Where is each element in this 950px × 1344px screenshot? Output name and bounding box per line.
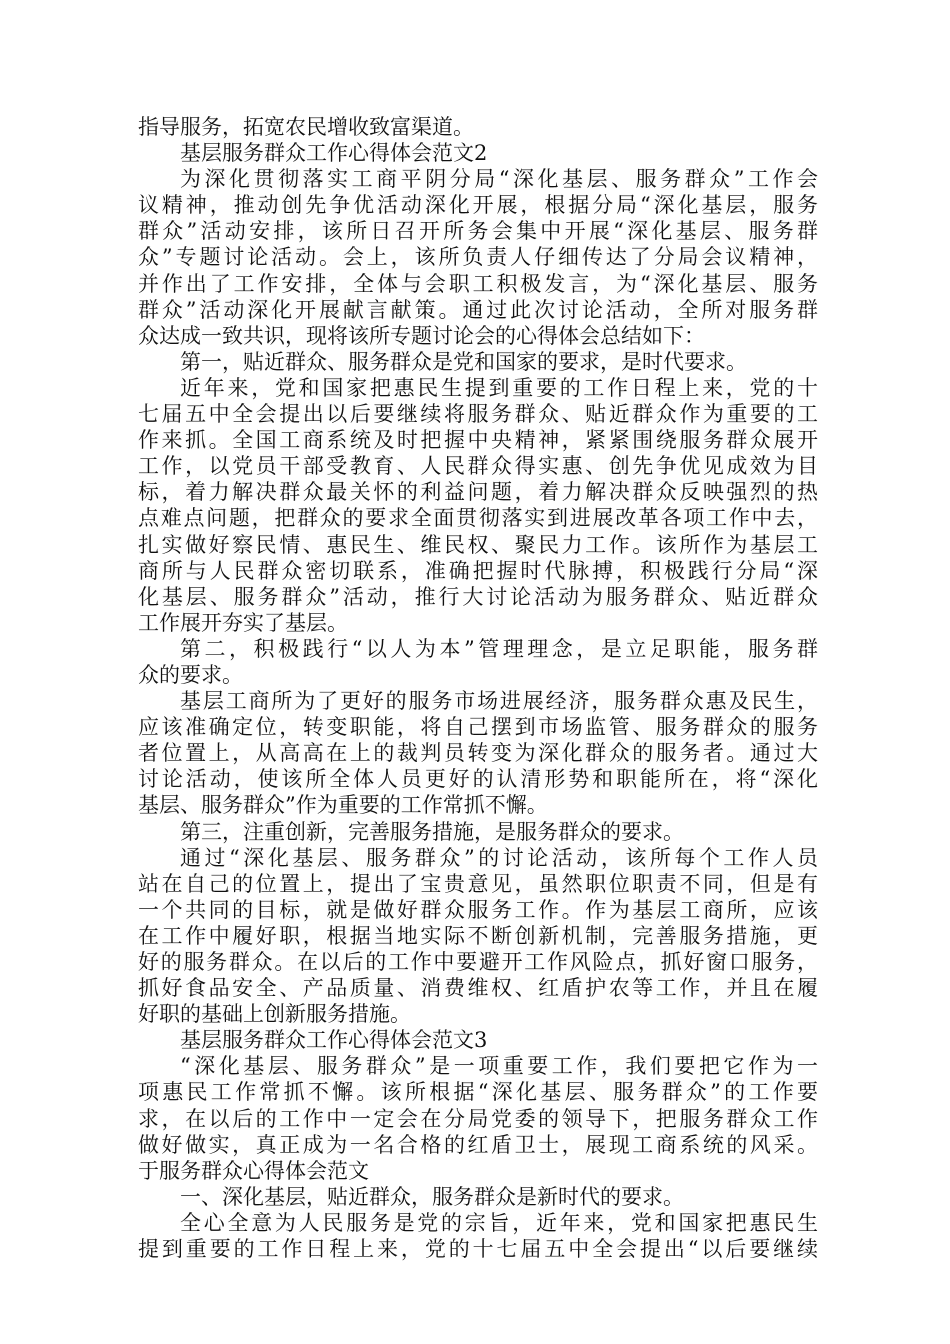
text-line: 点难点问题，把群众的要求全面贯彻落实到进展改革各项工作中去， [138,506,818,531]
text-line: 一、深化基层，贴近群众，服务群众是新时代的要求。 [180,1184,684,1209]
text-line: 作来抓。全国工商系统及时把握中央精神，紧紧围绕服务群众展开 [138,428,818,453]
text-line: 为深化贯彻落实工商平阴分局“深化基层、服务群众”工作会 [180,167,818,192]
text-line: 讨论活动，使该所全体人员更好的认清形势和职能所在，将“深化 [138,767,818,792]
text-line: 近年来，党和国家把惠民生提到重要的工作日程上来，党的十 [180,375,818,400]
text-line: 众”专题讨论活动。会上，该所负责人仔细传达了分局会议精神， [138,245,818,270]
text-line: 通过“深化基层、服务群众”的讨论活动，该所每个工作人员 [180,845,818,870]
text-line: 应该准确定位，转变职能，将自己摆到市场监管、服务群众的服务 [138,715,818,740]
text-line: 抓好食品安全、产品质量、消费维权、红盾护农等工作，并且在履 [138,976,818,1001]
text-line: 众达成一致共识，现将该所专题讨论会的心得体会总结如下： [138,323,705,348]
text-line: “深化基层、服务群众”是一项重要工作，我们要把它作为一 [180,1054,818,1079]
text-line: 者位置上，从高高在上的裁判员转变为深化群众的服务者。通过大 [138,741,818,766]
text-line: 好职的基础上创新服务措施。 [138,1002,411,1027]
text-line: 做好做实，真正成为一名合格的红盾卫士，展现工商系统的风采。 [138,1132,818,1157]
text-line: 基层、服务群众”作为重要的工作常抓不懈。 [138,793,548,818]
text-line: 求，在以后的工作中一定会在分局党委的领导下，把服务群众工作 [138,1106,818,1131]
text-line: 全心全意为人民服务是党的宗旨，近年来，党和国家把惠民生 [180,1210,818,1235]
text-line: 第一，贴近群众、服务群众是党和国家的要求，是时代要求。 [180,349,747,374]
text-line: 工作展开夯实了基层。 [138,610,348,635]
text-line: 第三，注重创新，完善服务措施，是服务群众的要求。 [180,819,684,844]
text-line: 并作出了工作安排，全体与会职工积极发言，为“深化基层、服务 [138,271,818,296]
text-line: 一个共同的目标，就是做好群众服务工作。作为基层工商所，应该 [138,897,818,922]
text-line: 工作，以党员干部受教育、人民群众得实惠、创先争优见成效为目 [138,454,818,479]
text-line: 基层服务群众工作心得体会范文2 [180,141,488,166]
text-line: 指导服务，拓宽农民增收致富渠道。 [138,115,474,139]
text-line: 基层服务群众工作心得体会范文3 [180,1028,488,1053]
text-line: 好的服务群众。在以后的工作中要避开工作风险点，抓好窗口服务， [138,950,818,974]
text-line: 标，着力解决群众最关怀的利益问题，着力解决群众反映强烈的热 [138,480,818,505]
text-line: 议精神，推动创先争优活动深化开展，根据分局“深化基层，服务 [138,193,818,218]
text-line: 商所与人民群众密切联系，准确把握时代脉搏，积极践行分局“深 [138,558,818,583]
text-line: 群众”活动深化开展献言献策。通过此次讨论活动，全所对服务群 [138,297,818,322]
text-line: 众的要求。 [138,662,243,687]
text-line: 于服务群众心得体会范文 [138,1158,369,1183]
document-body [138,114,818,1262]
text-line: 第二，积极践行“以人为本”管理理念，是立足职能，服务群 [180,636,818,661]
text-line: 基层工商所为了更好的服务市场进展经济，服务群众惠及民生， [180,689,818,714]
text-line: 站在自己的位置上，提出了宝贵意见，虽然职位职责不同，但是有 [138,871,818,896]
text-line: 在工作中履好职，根据当地实际不断创新机制，完善服务措施，更 [138,923,818,948]
text-line: 化基层、服务群众”活动，推行大讨论活动为服务群众、贴近群众 [138,584,818,609]
text-line: 项惠民工作常抓不懈。该所根据“深化基层、服务群众”的工作要 [138,1080,818,1105]
text-line: 七届五中全会提出以后要继续将服务群众、贴近群众作为重要的工 [138,402,818,427]
text-line: 扎实做好察民情、惠民生、维民权、聚民力工作。该所作为基层工 [138,532,818,557]
text-line: 提到重要的工作日程上来，党的十七届五中全会提出“以后要继续 [138,1237,818,1262]
text-line: 群众”活动安排，该所日召开所务会集中开展“深化基层、服务群 [138,219,818,244]
